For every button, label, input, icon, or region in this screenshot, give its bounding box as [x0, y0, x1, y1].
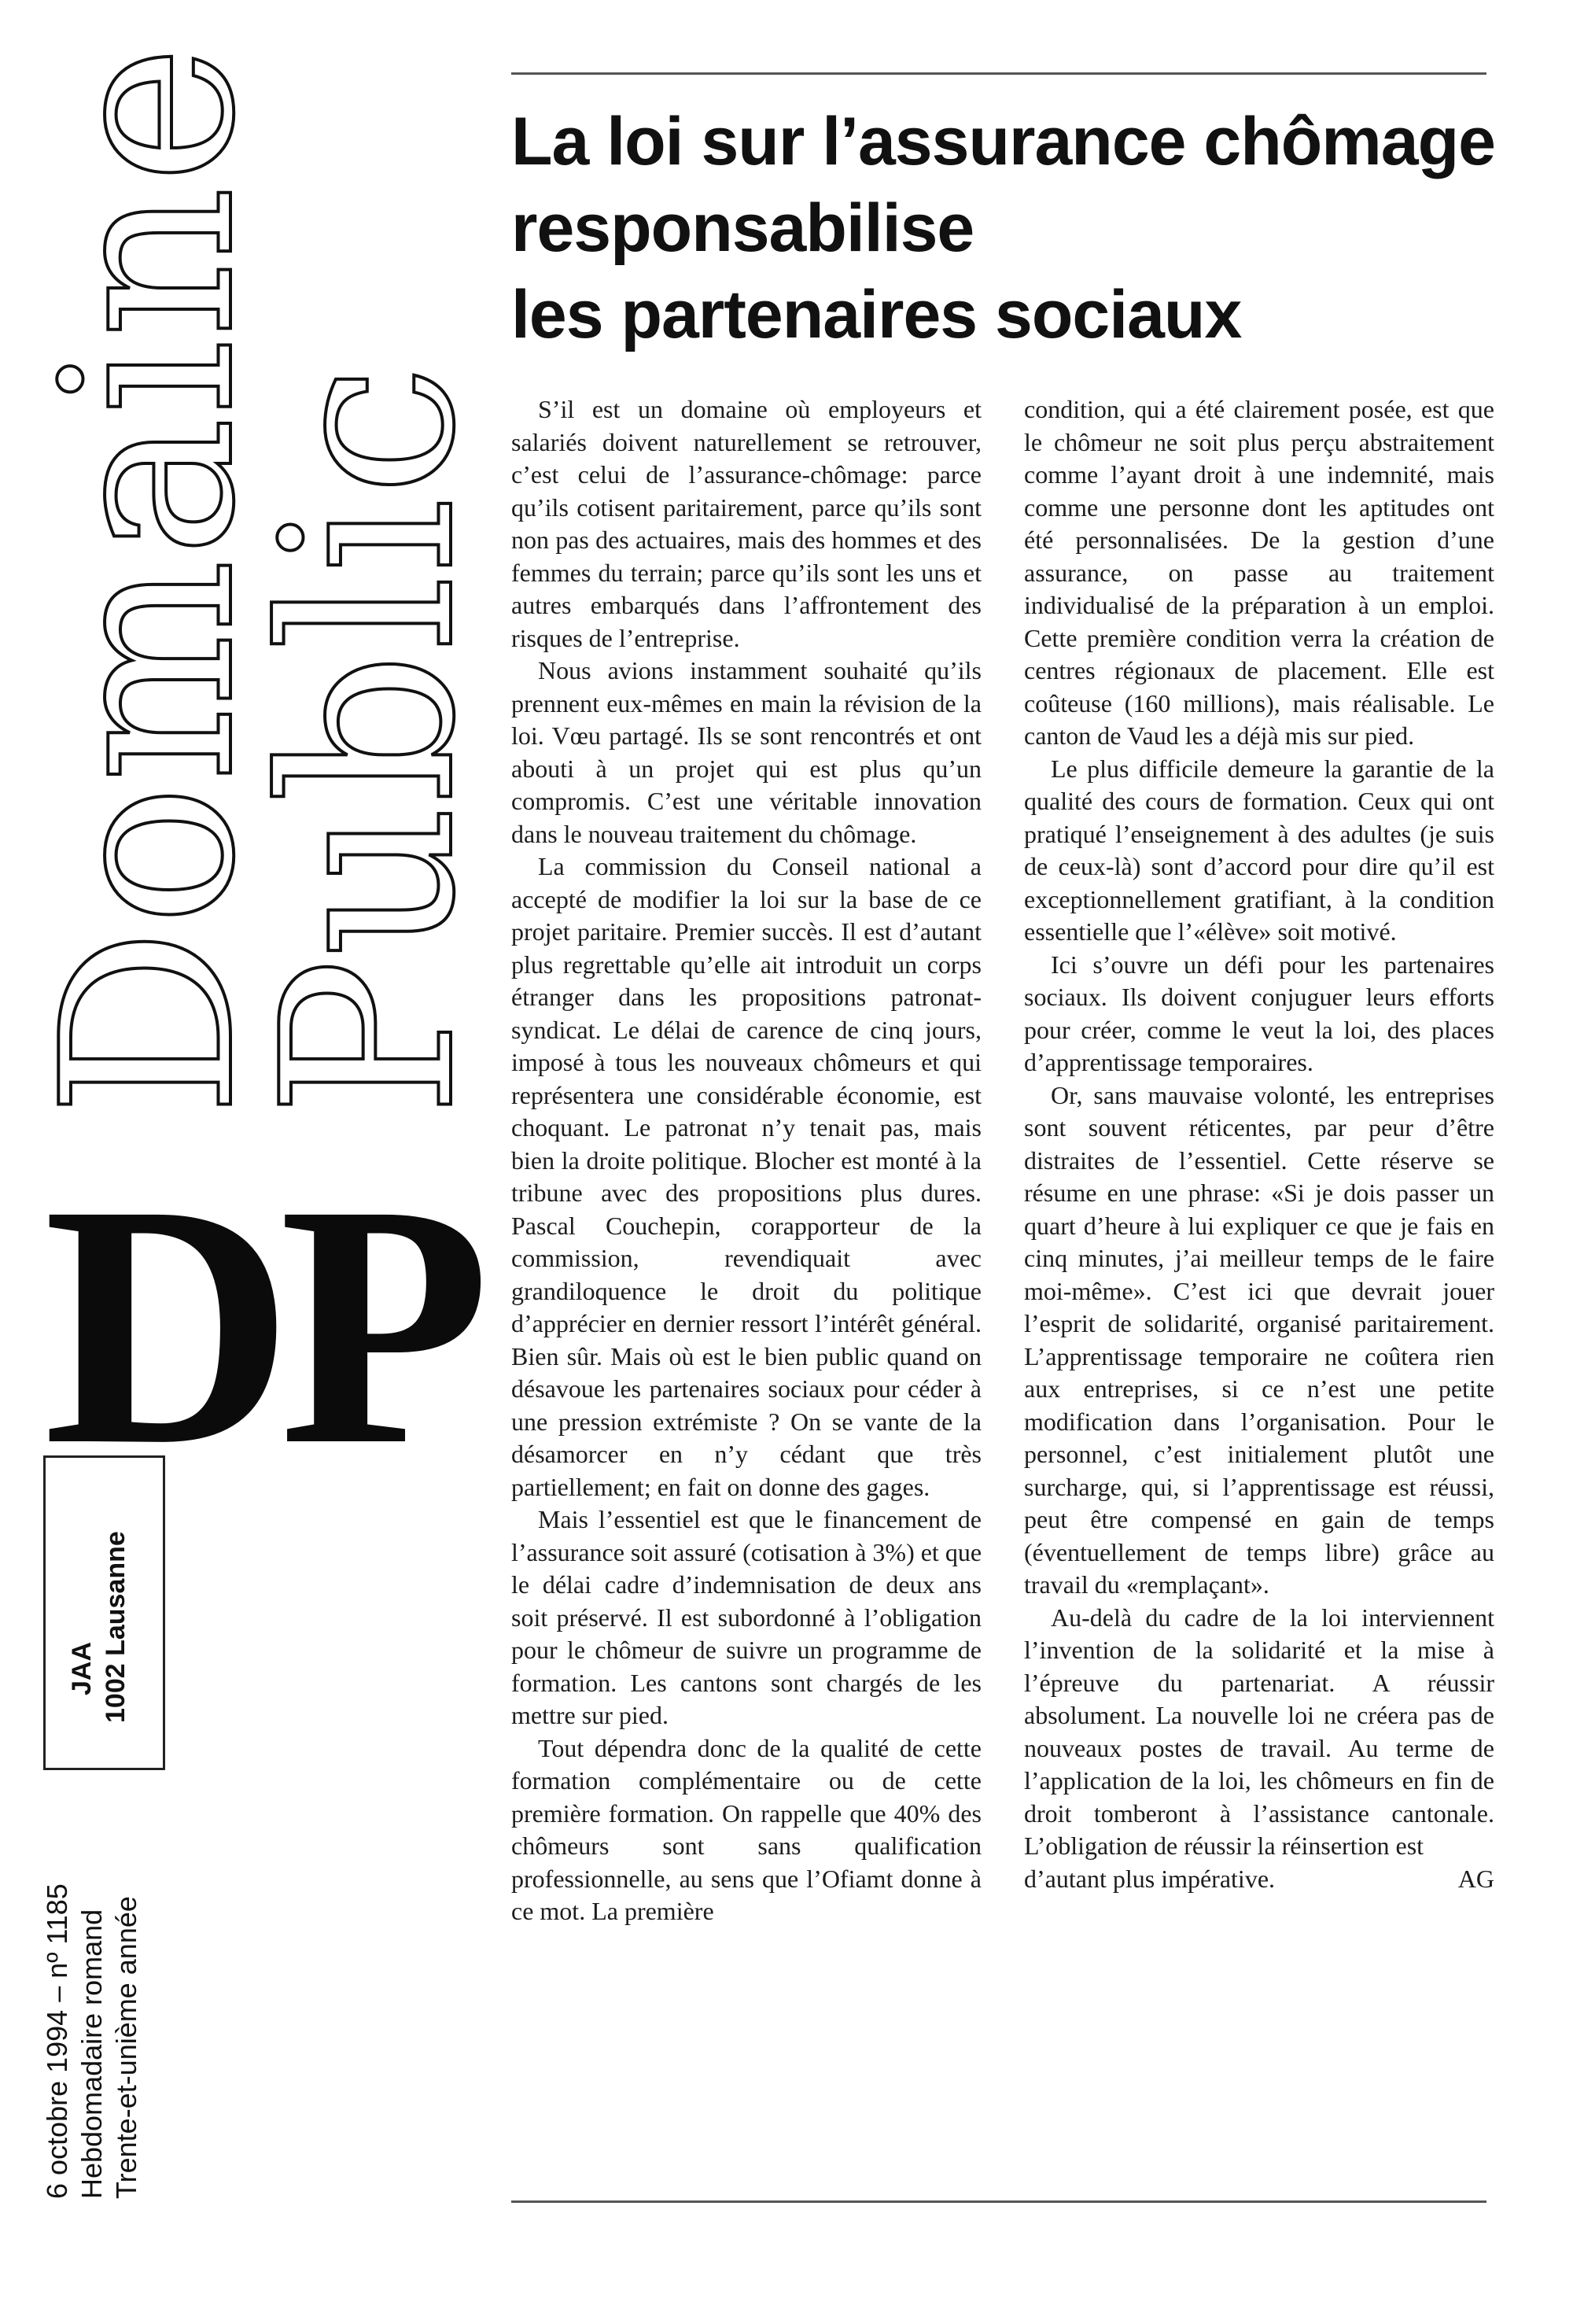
masthead-title-domaine: Domaine: [12, 42, 286, 1117]
article-column-left: [511, 393, 982, 1928]
issue-date-number: 6 octobre 1994 – nº 1185: [41, 1883, 73, 2199]
paragraph: Or, sans mauvaise volonté, les entreprises sont souvent réticentes, par peur d’être distraites de l’essentiel. Cette réserve se résume en une phrase: «Si je dois passer un quart d’heure à lui expliquer ce que je fais en cinq minutes, j’ai meilleur temps de le faire moi-même». C’est ici que devrait jouer l’esprit de solidarité, organisé paritairement. L’apprentissage temporaire ne coûtera rien aux entreprises, si ce n’est une petite modification dans l’organisation. Pour le personnel, c’est initialement plutôt une surcharge, qui, si l’apprentissage est réussi, peut être compensé en gain de temps (éventuellement de temps libre) grâce au travail du «remplaçant».: [1024, 1080, 1494, 1599]
closing-line: [1024, 1863, 1494, 1896]
paragraph: Tout dépendra donc de la qualité de cette formation complémentaire ou de cette première formation. On rappelle que 40% des chômeurs sont sans qualification professionnelle, au sens que l’Ofiamt donne à ce mot. La première: [511, 1733, 982, 1925]
article-column-right: [1024, 393, 1494, 1895]
paragraph: Le plus difficile demeure la garantie de la qualité des cours de formation. Ceux qui ont pratiqué l’enseignement à des adultes (je suis de ceux-là) sont d’accord pour dire qu’il est exceptionnellement gratifiant, à la condition essentielle que l’«élève» soit motivé.: [1024, 754, 1494, 946]
article-headline: [511, 98, 1502, 358]
postal-city: 1002 Lausanne: [101, 1531, 131, 1723]
postal-code: JAA: [67, 1641, 97, 1695]
issue-year: Trente-et-unième année: [110, 1896, 142, 2199]
author-signature: AG: [1457, 1864, 1494, 1893]
paragraph-continuation: condition, qui a été clairement posée, est que le chômeur ne soit plus perçu abstraitement comme l’ayant droit à une indemnité, mais comme une personne dont les aptitudes ont été personnalisées. De la gestion d’une assurance, on passe au traitement individualisé de la préparation à un emploi. Cette première condition verra la création de centres régionaux de placement. Elle est coûteuse (160 millions), mais réalisable. Le canton de Vaud les a déjà mis sur pied.: [1024, 395, 1494, 750]
closing-text: d’autant plus impérative.: [1024, 1864, 1276, 1893]
dp-logo: DP: [43, 1134, 477, 1517]
paragraph: Nous avions instamment souhaité qu’ils prennent eux-mêmes en main la révision de la loi. Vœu partagé. Ils se sont rencontrés et ont abouti à un projet qui est plus qu’un compromis. C’est une véritable innovation dans le nouveau traitement du chômage.: [511, 656, 982, 848]
top-rule: [511, 72, 1486, 75]
masthead-title-public: Public: [232, 362, 507, 1117]
headline-line: La loi sur l’assurance chômage: [511, 104, 1495, 179]
headline-line: responsabilise: [511, 190, 974, 266]
bottom-rule: [511, 2200, 1486, 2203]
paragraph: La commission du Conseil national a accepté de modifier la loi sur la base de ce projet paritaire. Premier succès. Il est d’autant plus regrettable qu’elle ait introduit un corps étranger dans les propositions patronat-syndicat. Le délai de carence de cinq jours, imposé à tous les nouveaux chômeurs et qui représentera une considérable économie, est choquant. Le patronat n’y tenait pas, mais bien la droite politique. Blocher est monté à la tribune avec des propositions plus dures. Pascal Couchepin, corapporteur de la commission, revendiquait avec grandiloquence le droit du politique d’apprécier en dernier ressort l’intérêt général. Bien sûr. Mais où est le bien public quand on désavoue les partenaires sociaux pour céder à une pression extrémiste ? On se vante de la désamorcer en n’y cédant que très partiellement; en fait on donne des gages.: [511, 852, 982, 1501]
paragraph: Ici s’ouvre un défi pour les partenaires sociaux. Ils doivent conjuguer leurs efforts pour créer, comme le veut la loi, des places d’apprentissage temporaires.: [1024, 950, 1494, 1076]
headline-line: les partenaires sociaux: [511, 277, 1242, 352]
issue-periodicity: Hebdomadaire romand: [76, 1909, 108, 2199]
paragraph: Au-delà du cadre de la loi interviennent l’invention de la solidarité et la mise à l’épreuve du partenariat. A réussir absolument. La nouvelle loi ne créera pas de nouveaux postes de travail. Au terme de l’application de la loi, les chômeurs en fin de droit tomberont à l’assistance cantonale. L’obligation de réussir la réinsertion est: [1024, 1603, 1494, 1860]
paragraph: S’il est un domaine où employeurs et salariés doivent naturellement se retrouver, c’est celui de l’assurance-chômage: parce qu’ils cotisent paritairement, parce qu’ils sont non pas des actuaires, mais des hommes et des femmes du terrain; parce qu’ils sont les uns et autres embarqués dans l’affrontement des risques de l’entreprise.: [511, 395, 982, 652]
paragraph: Mais l’essentiel est que le financement de l’assurance soit assuré (cotisation à 3%) et que le délai cadre d’indemnisation de deux ans soit préservé. Il est subordonné à l’obligation pour le chômeur de suivre un programme de formation. Les cantons sont chargés de les mettre sur pied.: [511, 1505, 982, 1729]
